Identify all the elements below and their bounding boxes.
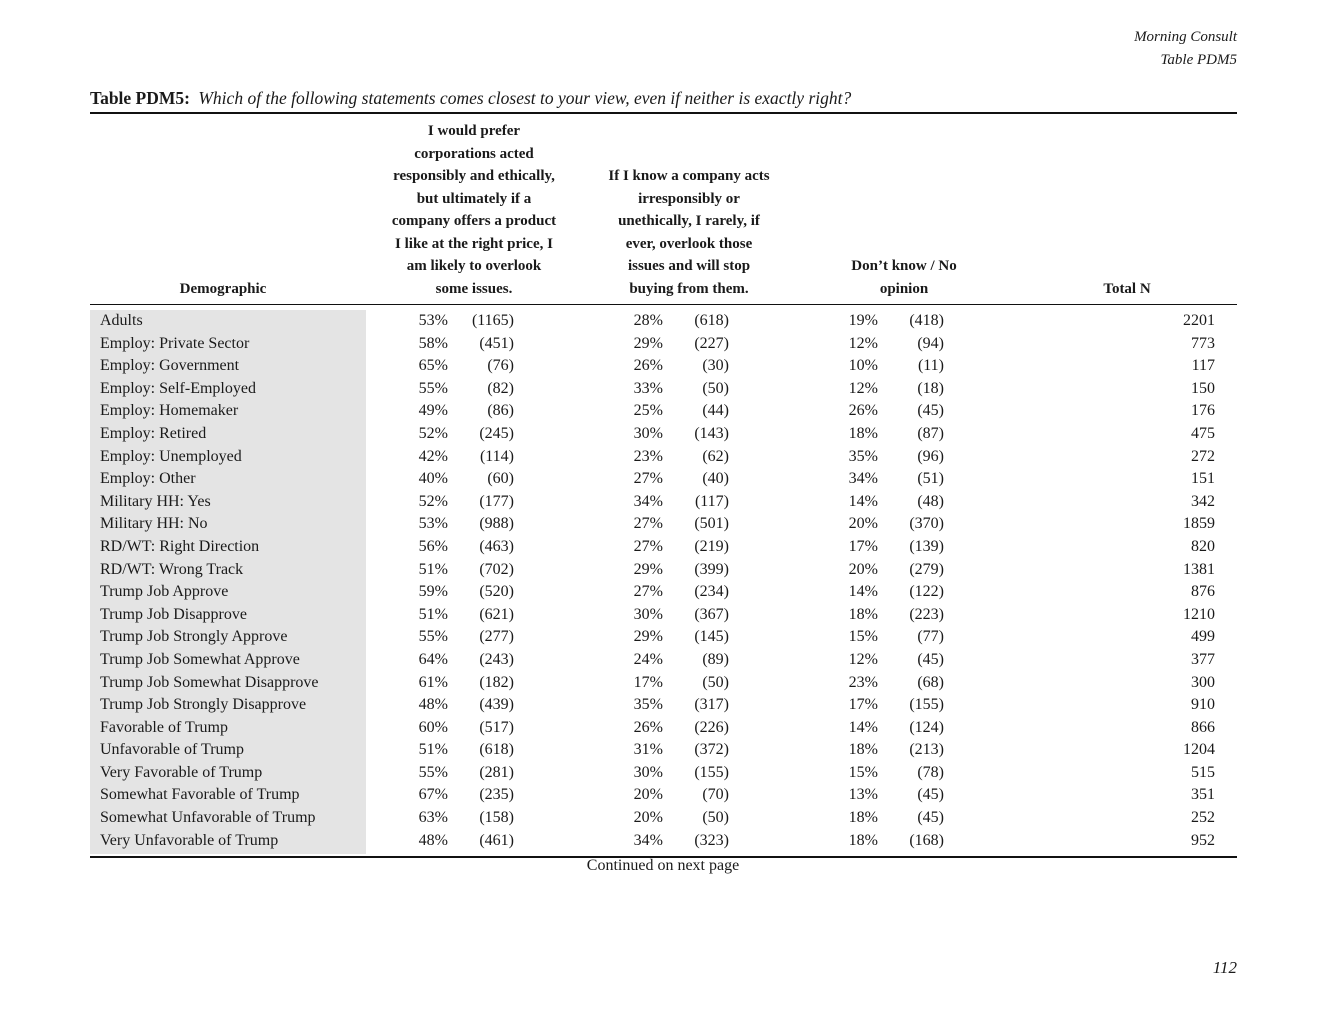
cell-p1: 52% xyxy=(418,492,448,510)
cell-n2: (50) xyxy=(702,379,729,397)
cell-p1: 67% xyxy=(418,786,448,804)
cell-n3: (11) xyxy=(917,357,944,375)
row-label: Trump Job Strongly Disapprove xyxy=(100,696,307,714)
table-row xyxy=(0,807,1320,830)
cell-p1: 55% xyxy=(418,628,448,646)
cell-p3: 20% xyxy=(848,560,878,578)
row-label: Employ: Private Sector xyxy=(100,334,250,352)
header-line: Don’t know / No xyxy=(851,258,957,274)
header-rule xyxy=(90,304,1237,305)
cell-n3: (96) xyxy=(917,447,944,465)
cell-n3: (45) xyxy=(917,650,944,668)
cell-p2: 30% xyxy=(633,605,663,623)
cell-p1: 49% xyxy=(418,402,448,420)
cell-p3: 23% xyxy=(848,673,878,691)
table-title-label: Table PDM5: xyxy=(90,88,190,108)
cell-n3: (68) xyxy=(917,673,944,691)
top-rule xyxy=(90,112,1237,114)
cell-total: 499 xyxy=(1191,628,1215,646)
cell-p3: 35% xyxy=(848,447,878,465)
cell-total: 1204 xyxy=(1183,741,1215,759)
header-line: am likely to overlook xyxy=(406,258,542,274)
row-label: Very Favorable of Trump xyxy=(100,763,263,781)
row-label: Military HH: No xyxy=(100,515,208,533)
cell-n2: (227) xyxy=(694,334,729,352)
cell-p3: 34% xyxy=(848,470,878,488)
table-row xyxy=(0,513,1320,536)
cell-n2: (50) xyxy=(702,673,729,691)
cell-p2: 35% xyxy=(633,696,663,714)
table-title-question: Which of the following statements comes closest to your view, even if neither is exactly right? xyxy=(198,88,852,108)
cell-n3: (418) xyxy=(909,312,944,329)
column-headers xyxy=(0,118,1320,300)
cell-n3: (51) xyxy=(917,470,944,488)
cell-n2: (234) xyxy=(694,583,729,601)
cell-p3: 14% xyxy=(848,492,878,510)
cell-n2: (30) xyxy=(702,357,729,375)
cell-n3: (77) xyxy=(917,628,944,646)
row-label: Trump Job Somewhat Approve xyxy=(100,650,300,668)
cell-n1: (451) xyxy=(479,334,514,352)
cell-p3: 18% xyxy=(848,605,878,623)
header-col-overlook xyxy=(374,120,574,300)
cell-n1: (245) xyxy=(479,424,514,442)
cell-p3: 20% xyxy=(848,515,878,533)
cell-p1: 48% xyxy=(418,831,448,849)
header-line: buying from them. xyxy=(629,280,749,297)
cell-p2: 24% xyxy=(633,650,663,668)
cell-p3: 12% xyxy=(848,650,878,668)
header-line: issues and will stop xyxy=(627,258,751,274)
cell-n3: (45) xyxy=(917,809,944,827)
cell-n2: (62) xyxy=(702,447,729,465)
cell-n3: (168) xyxy=(909,831,944,849)
cell-p2: 27% xyxy=(633,583,663,601)
table-row xyxy=(0,468,1320,491)
cell-n2: (372) xyxy=(694,741,729,759)
header-line: ever, overlook those xyxy=(625,235,753,252)
cell-total: 910 xyxy=(1191,696,1215,714)
cell-n2: (40) xyxy=(702,470,729,488)
header-org: Morning Consult xyxy=(1134,29,1237,45)
cell-total: 515 xyxy=(1191,763,1215,781)
table-row xyxy=(0,333,1320,356)
cell-p1: 48% xyxy=(418,696,448,714)
header-col-dont-know xyxy=(804,255,1004,300)
cell-p2: 33% xyxy=(633,379,663,397)
header-line: If I know a company acts xyxy=(608,168,770,184)
header-line: corporations acted xyxy=(414,145,534,162)
cell-n1: (463) xyxy=(479,537,514,555)
table-row xyxy=(0,536,1320,559)
cell-total: 272 xyxy=(1191,447,1215,465)
cell-n1: (439) xyxy=(479,696,514,714)
row-label: Employ: Other xyxy=(100,470,196,488)
cell-n1: (702) xyxy=(479,560,514,578)
row-label: Trump Job Somewhat Disapprove xyxy=(100,673,319,691)
table-row xyxy=(0,310,1320,333)
cell-p2: 30% xyxy=(633,424,663,442)
cell-n3: (155) xyxy=(909,696,944,714)
cell-p1: 40% xyxy=(418,470,448,488)
cell-p3: 14% xyxy=(848,583,878,601)
cell-p2: 20% xyxy=(633,809,663,827)
cell-n3: (279) xyxy=(909,560,944,578)
header-col-stop-buying xyxy=(589,165,789,300)
row-label: Somewhat Favorable of Trump xyxy=(100,786,300,804)
row-label: Very Unfavorable of Trump xyxy=(100,831,279,849)
cell-p1: 65% xyxy=(418,357,448,375)
cell-p2: 30% xyxy=(633,763,663,781)
cell-n2: (226) xyxy=(694,718,729,736)
cell-total: 342 xyxy=(1191,492,1215,510)
header-line: I would prefer xyxy=(427,123,521,139)
cell-n2: (323) xyxy=(694,831,729,849)
cell-n3: (48) xyxy=(917,492,944,510)
table-row xyxy=(0,581,1320,604)
header-total-n: Total N xyxy=(1103,280,1151,297)
cell-n3: (122) xyxy=(909,583,944,601)
cell-p3: 12% xyxy=(848,379,878,397)
cell-p3: 10% xyxy=(848,357,878,375)
cell-p2: 34% xyxy=(633,492,663,510)
table-row xyxy=(0,672,1320,695)
cell-n3: (87) xyxy=(917,424,944,442)
cell-n2: (317) xyxy=(694,696,729,714)
cell-p2: 17% xyxy=(633,673,663,691)
cell-n2: (145) xyxy=(694,628,729,646)
table-row xyxy=(0,378,1320,401)
cell-p1: 63% xyxy=(418,809,448,827)
cell-p3: 13% xyxy=(848,786,878,804)
cell-p1: 59% xyxy=(418,583,448,601)
cell-n1: (158) xyxy=(479,809,514,827)
cell-n1: (114) xyxy=(479,447,514,465)
table-body xyxy=(0,310,1320,852)
cell-p3: 15% xyxy=(848,628,878,646)
cell-p2: 34% xyxy=(633,831,663,849)
table-row xyxy=(0,762,1320,785)
cell-n1: (60) xyxy=(487,470,514,488)
cell-p3: 18% xyxy=(848,831,878,849)
cell-n1: (461) xyxy=(479,831,514,849)
header-line: but ultimately if a xyxy=(416,190,532,207)
cell-p1: 56% xyxy=(418,537,448,555)
row-label: Employ: Self-Employed xyxy=(100,379,256,397)
cell-p1: 53% xyxy=(418,515,448,533)
cell-n1: (82) xyxy=(487,379,514,397)
row-label: Trump Job Approve xyxy=(100,583,229,601)
cell-n3: (213) xyxy=(909,741,944,759)
cell-n3: (78) xyxy=(917,763,944,781)
table-row xyxy=(0,491,1320,514)
table-title xyxy=(90,88,851,109)
table-row xyxy=(0,830,1320,853)
cell-p2: 29% xyxy=(633,628,663,646)
row-label: Employ: Homemaker xyxy=(100,402,239,420)
cell-total: 1859 xyxy=(1183,515,1215,533)
row-label: Somewhat Unfavorable of Trump xyxy=(100,809,316,827)
cell-n1: (1165) xyxy=(471,312,514,329)
cell-total: 151 xyxy=(1191,470,1215,488)
cell-p3: 15% xyxy=(848,763,878,781)
table-row xyxy=(0,559,1320,582)
cell-total: 773 xyxy=(1191,334,1215,352)
cell-n2: (70) xyxy=(702,786,729,804)
row-label: Employ: Retired xyxy=(100,424,207,442)
header-line: responsibly and ethically, xyxy=(393,168,555,184)
cell-n1: (243) xyxy=(479,650,514,668)
cell-n1: (281) xyxy=(479,763,514,781)
cell-n2: (155) xyxy=(694,763,729,781)
cell-p1: 61% xyxy=(418,673,448,691)
cell-p1: 60% xyxy=(418,718,448,736)
cell-total: 866 xyxy=(1191,718,1215,736)
cell-n1: (177) xyxy=(479,492,514,510)
row-label: Employ: Government xyxy=(100,357,240,375)
header-demographic: Demographic xyxy=(179,280,267,297)
cell-n2: (89) xyxy=(702,650,729,668)
cell-p1: 52% xyxy=(418,424,448,442)
header-line: unethically, I rarely, if xyxy=(618,213,760,229)
cell-p3: 18% xyxy=(848,741,878,759)
cell-n3: (370) xyxy=(909,515,944,533)
cell-p1: 51% xyxy=(418,605,448,623)
cell-p3: 17% xyxy=(848,696,878,714)
page-header xyxy=(1134,26,1237,72)
cell-n3: (124) xyxy=(909,718,944,736)
cell-p2: 20% xyxy=(633,786,663,804)
row-label: Military HH: Yes xyxy=(100,492,211,510)
row-label: Adults xyxy=(100,312,143,329)
cell-p2: 23% xyxy=(633,447,663,465)
cell-p1: 64% xyxy=(418,650,448,668)
cell-p3: 18% xyxy=(848,809,878,827)
cell-total: 1210 xyxy=(1183,605,1215,623)
cell-n2: (117) xyxy=(694,492,729,510)
table-row xyxy=(0,784,1320,807)
cell-total: 150 xyxy=(1191,379,1215,397)
cell-p1: 55% xyxy=(418,379,448,397)
table-row xyxy=(0,717,1320,740)
cell-n1: (621) xyxy=(479,605,514,623)
cell-p3: 26% xyxy=(848,402,878,420)
cell-p2: 29% xyxy=(633,334,663,352)
cell-n2: (143) xyxy=(694,424,729,442)
cell-n1: (86) xyxy=(487,402,514,420)
cell-p2: 25% xyxy=(633,402,663,420)
cell-n1: (520) xyxy=(479,583,514,601)
table-row xyxy=(0,400,1320,423)
cell-n3: (139) xyxy=(909,537,944,555)
row-label: Trump Job Strongly Approve xyxy=(100,628,288,646)
cell-p3: 14% xyxy=(848,718,878,736)
table-row xyxy=(0,739,1320,762)
cell-p2: 27% xyxy=(633,515,663,533)
row-label: RD/WT: Right Direction xyxy=(100,537,260,555)
cell-total: 300 xyxy=(1191,673,1215,691)
cell-p1: 53% xyxy=(418,312,448,329)
table-row xyxy=(0,423,1320,446)
table-row xyxy=(0,604,1320,627)
cell-n3: (45) xyxy=(917,402,944,420)
cell-total: 117 xyxy=(1191,357,1215,375)
cell-p1: 42% xyxy=(418,447,448,465)
cell-p1: 55% xyxy=(418,763,448,781)
cell-n2: (367) xyxy=(694,605,729,623)
cell-n2: (501) xyxy=(694,515,729,533)
cell-n2: (44) xyxy=(702,402,729,420)
cell-n2: (50) xyxy=(702,809,729,827)
cell-total: 2201 xyxy=(1183,312,1215,329)
cell-total: 351 xyxy=(1191,786,1215,804)
row-label: RD/WT: Wrong Track xyxy=(100,560,244,578)
cell-p2: 27% xyxy=(633,537,663,555)
cell-n3: (94) xyxy=(917,334,944,352)
table-row xyxy=(0,649,1320,672)
cell-n1: (182) xyxy=(479,673,514,691)
cell-n1: (235) xyxy=(479,786,514,804)
header-line: opinion xyxy=(879,280,929,297)
page-number: 112 xyxy=(1212,958,1237,977)
cell-n1: (517) xyxy=(479,718,514,736)
cell-p2: 28% xyxy=(633,312,663,329)
cell-p2: 26% xyxy=(633,357,663,375)
cell-n2: (219) xyxy=(694,537,729,555)
cell-total: 176 xyxy=(1191,402,1215,420)
cell-total: 252 xyxy=(1191,809,1215,827)
cell-n1: (618) xyxy=(479,741,514,759)
table-row xyxy=(0,355,1320,378)
cell-n1: (988) xyxy=(479,515,514,533)
cell-n3: (45) xyxy=(917,786,944,804)
cell-n2: (618) xyxy=(694,312,729,329)
cell-p3: 18% xyxy=(848,424,878,442)
cell-total: 475 xyxy=(1191,424,1215,442)
row-label: Favorable of Trump xyxy=(100,718,228,736)
cell-n1: (76) xyxy=(487,357,514,375)
cell-p1: 51% xyxy=(418,560,448,578)
cell-total: 377 xyxy=(1191,650,1215,668)
row-label: Employ: Unemployed xyxy=(100,447,242,465)
continued-note: Continued on next page xyxy=(586,857,740,874)
cell-p2: 31% xyxy=(633,741,663,759)
cell-total: 876 xyxy=(1191,583,1215,601)
cell-n3: (18) xyxy=(917,379,944,397)
header-table-id: Table PDM5 xyxy=(1160,52,1237,68)
cell-n1: (277) xyxy=(479,628,514,646)
cell-p2: 29% xyxy=(633,560,663,578)
cell-p2: 26% xyxy=(633,718,663,736)
header-line: irresponsibly or xyxy=(638,190,740,207)
cell-p2: 27% xyxy=(633,470,663,488)
header-line: I like at the right price, I xyxy=(395,235,553,252)
row-label: Unfavorable of Trump xyxy=(100,741,244,759)
header-line: company offers a product xyxy=(391,213,557,229)
row-label: Trump Job Disapprove xyxy=(100,605,247,623)
table-row xyxy=(0,694,1320,717)
cell-p1: 58% xyxy=(418,334,448,352)
cell-p3: 17% xyxy=(848,537,878,555)
cell-total: 820 xyxy=(1191,537,1215,555)
cell-total: 1381 xyxy=(1183,560,1215,578)
header-line: some issues. xyxy=(435,280,513,297)
cell-p3: 12% xyxy=(848,334,878,352)
cell-total: 952 xyxy=(1191,831,1215,849)
table-row xyxy=(0,446,1320,469)
table-row xyxy=(0,626,1320,649)
cell-n2: (399) xyxy=(694,560,729,578)
cell-p3: 19% xyxy=(848,312,878,329)
cell-p1: 51% xyxy=(418,741,448,759)
cell-n3: (223) xyxy=(909,605,944,623)
